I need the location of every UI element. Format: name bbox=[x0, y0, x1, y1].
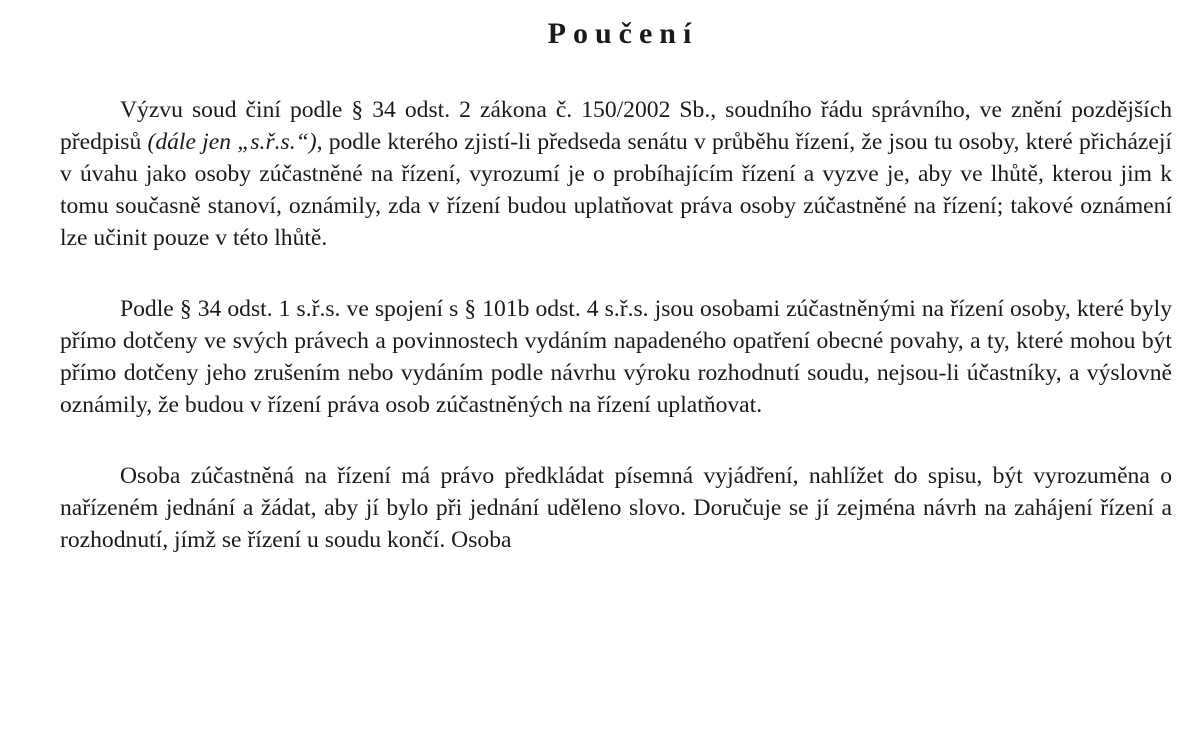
paragraph-1 bbox=[60, 94, 1172, 254]
document-page bbox=[60, 0, 1172, 556]
paragraph-2: Podle § 34 odst. 1 s.ř.s. ve spojení s § 101b odst. 4 s.ř.s. jsou osobami zúčastněnými na řízení osoby, které byly přímo dotčeny ve svých právech a povinnostech vydáním napadeného opatření obecné povahy, a ty, které mohou být přímo dotčeny jeho zrušením nebo vydáním podle návrhu výroku rozhodnutí soudu, nejsou-li účastníky, a výslovně oznámily, že budou v řízení práva osob zúčastněných na řízení uplatňovat. bbox=[60, 296, 1172, 418]
paragraph-3: Osoba zúčastněná na řízení má právo předkládat písemná vyjádření, nahlížet do spisu, být vyrozuměna o nařízeném jednání a žádat, aby jí bylo při jednání uděleno slovo. Doručuje se jí zejména návrh na zahájení řízení a rozhodnutí, jímž se řízení u soudu končí. Osoba bbox=[60, 463, 1172, 553]
document-title: Poučení bbox=[547, 17, 699, 50]
paragraph-1-text: Výzvu soud činí podle § 34 odst. 2 zákona č. 150/2002 Sb., soudního řádu správního, ve znění pozdějších předpisů bbox=[60, 97, 1172, 155]
paragraph-1-text-continued: , podle kterého zjistí-li předseda senátu v průběhu řízení, že jsou tu osoby, které přicházejí v úvahu jako osoby zúčastněné na řízení, vyrozumí je o probíhajícím řízení a vyzve je, aby ve lhůtě, kterou jim k tomu současně stanoví, oznámily, zda v řízení budou uplatňovat práva osoby zúčastněné na řízení; takové oznámení lze učinit pouze v této lhůtě. bbox=[60, 129, 1172, 251]
paragraph-1-italic-abbreviation: (dále jen „s.ř.s.“) bbox=[147, 129, 317, 155]
